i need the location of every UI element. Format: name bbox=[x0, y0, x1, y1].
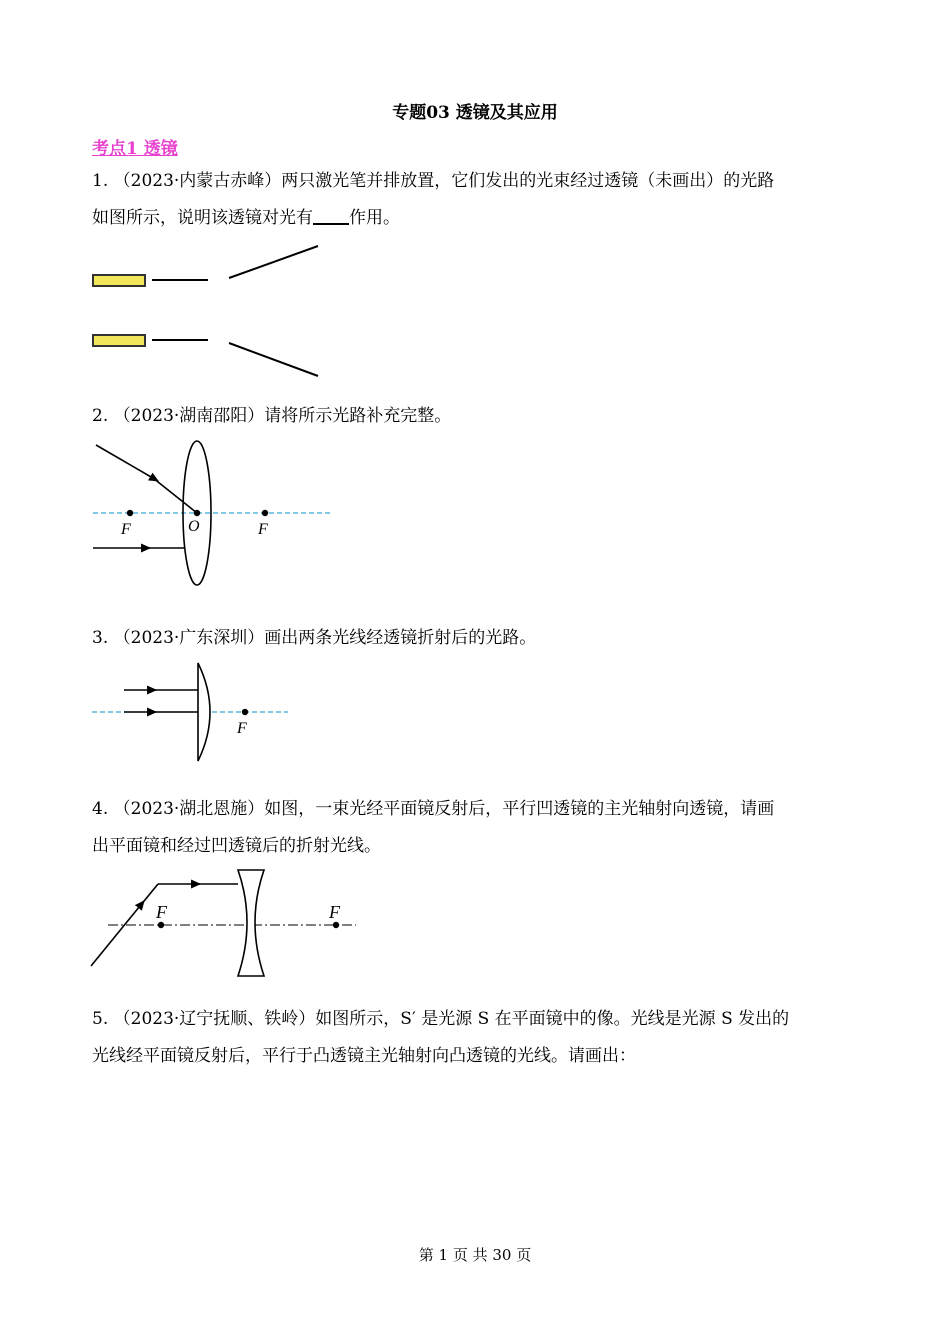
focal-point bbox=[242, 709, 248, 715]
question-number: 5. bbox=[92, 1009, 109, 1029]
label-f-right: F bbox=[329, 902, 340, 922]
question-text: （2023·广东深圳）画出两条光线经透镜折射后的光路。 bbox=[113, 628, 537, 648]
question-text: 作用。 bbox=[349, 208, 400, 228]
incident-ray bbox=[91, 901, 144, 966]
question-3 bbox=[92, 620, 862, 657]
question-5 bbox=[92, 1001, 862, 1075]
question-text: （2023·内蒙古赤峰）两只激光笔并排放置，它们发出的光束经过透镜（未画出）的光路 bbox=[113, 171, 775, 191]
question-number: 1. bbox=[92, 171, 109, 191]
question-number: 4. bbox=[92, 799, 109, 819]
focal-point-right bbox=[262, 510, 268, 516]
question-text: 光线经平面镜反射后，平行于凸透镜主光轴射向凸透镜的光线。请画出： bbox=[92, 1046, 636, 1066]
beam-bottom-out bbox=[229, 343, 318, 376]
figure-plano-convex-lens bbox=[88, 660, 298, 770]
answer-blank[interactable] bbox=[313, 207, 349, 225]
plano-convex-lens bbox=[198, 663, 210, 761]
question-text: （2023·湖南邵阳）请将所示光路补充完整。 bbox=[113, 406, 452, 426]
focal-point-left bbox=[127, 510, 133, 516]
question-1 bbox=[92, 163, 862, 237]
figure-convex-lens bbox=[88, 440, 338, 590]
incident-ray-1-tail bbox=[153, 478, 197, 513]
incident-ray-1 bbox=[96, 445, 158, 481]
question-text: （2023·湖北恩施）如图，一束光经平面镜反射后，平行凹透镜的主光轴射向透镜，请画 bbox=[113, 799, 775, 819]
optical-center bbox=[194, 510, 200, 516]
focal-point-left bbox=[158, 922, 164, 928]
laser-pointer-top bbox=[93, 275, 145, 286]
question-number: 3. bbox=[92, 628, 109, 648]
label-f-left: F bbox=[156, 902, 167, 922]
page-title: 专题03 透镜及其应用 bbox=[392, 103, 558, 123]
focal-point-right bbox=[333, 922, 339, 928]
figure-laser-pointers bbox=[88, 240, 328, 380]
label-o: O bbox=[188, 518, 200, 535]
question-text: 出平面镜和经过凹透镜后的折射光线。 bbox=[92, 836, 381, 856]
label-f-left: F bbox=[121, 521, 131, 538]
page-footer: 第 1 页 共 30 页 bbox=[418, 1246, 532, 1264]
laser-pointer-bottom bbox=[93, 335, 145, 346]
question-text: 如图所示，说明该透镜对光有 bbox=[92, 208, 313, 228]
section-heading: 考点1 透镜 bbox=[92, 139, 178, 159]
label-f: F bbox=[237, 720, 247, 737]
label-f-right: F bbox=[258, 521, 268, 538]
concave-lens bbox=[238, 870, 264, 976]
question-text: （2023·辽宁抚顺、铁岭）如图所示，S′ 是光源 S 在平面镜中的像。光线是光源 S 发出的 bbox=[113, 1009, 790, 1029]
question-number: 2. bbox=[92, 406, 109, 426]
question-2 bbox=[92, 398, 862, 435]
beam-top-out bbox=[229, 246, 318, 278]
question-4 bbox=[92, 791, 862, 865]
figure-concave-lens bbox=[88, 866, 368, 981]
